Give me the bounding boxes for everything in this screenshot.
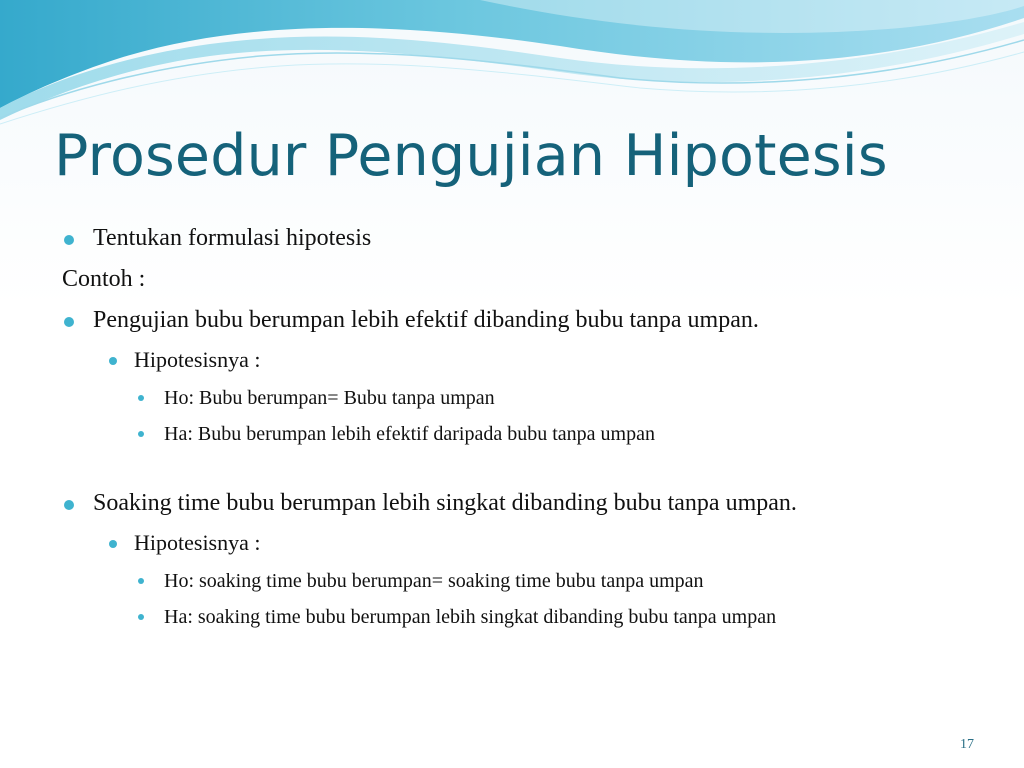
list-item bbox=[62, 345, 964, 374]
bullet-text: Pengujian bubu berumpan lebih efektif dibanding bubu tanpa umpan. bbox=[93, 307, 759, 333]
bullet-icon bbox=[64, 317, 74, 327]
bullet-text: Tentukan formulasi hipotesis bbox=[93, 225, 372, 251]
list-item bbox=[62, 304, 964, 336]
bullet-text: Hipotesisnya : bbox=[134, 347, 261, 372]
list-item bbox=[62, 487, 964, 519]
bullet-text: Ho: soaking time bubu berumpan= soaking time bubu tanpa umpan bbox=[164, 570, 704, 592]
bullet-icon bbox=[138, 395, 144, 401]
list-item bbox=[62, 528, 964, 557]
bullet-icon bbox=[109, 540, 117, 548]
bullet-text: Soaking time bubu berumpan lebih singkat dibanding bubu tanpa umpan. bbox=[93, 490, 797, 516]
list-item bbox=[62, 566, 964, 596]
list-item bbox=[62, 419, 964, 449]
list-item bbox=[62, 383, 964, 413]
bullet-icon bbox=[138, 614, 144, 620]
bullet-icon bbox=[64, 235, 74, 245]
bullet-list bbox=[62, 222, 964, 638]
bullet-text: Ho: Bubu berumpan= Bubu tanpa umpan bbox=[164, 387, 495, 409]
bullet-text: Contoh : bbox=[62, 266, 146, 292]
page-title: Prosedur Pengujian Hipotesis bbox=[54, 123, 888, 189]
list-item bbox=[62, 263, 964, 295]
bullet-icon bbox=[138, 578, 144, 584]
bullet-icon bbox=[64, 500, 74, 510]
page-number: 17 bbox=[960, 737, 974, 752]
list-item bbox=[62, 222, 964, 254]
bullet-text: Hipotesisnya : bbox=[134, 530, 261, 555]
list-item bbox=[62, 602, 964, 632]
header-wave-decoration bbox=[0, 0, 1024, 130]
spacer bbox=[62, 455, 964, 487]
bullet-text: Ha: Bubu berumpan lebih efektif daripada bubu tanpa umpan bbox=[164, 423, 655, 445]
bullet-text: Ha: soaking time bubu berumpan lebih singkat dibanding bubu tanpa umpan bbox=[164, 606, 777, 628]
bullet-icon bbox=[138, 431, 144, 437]
bullet-icon bbox=[109, 357, 117, 365]
